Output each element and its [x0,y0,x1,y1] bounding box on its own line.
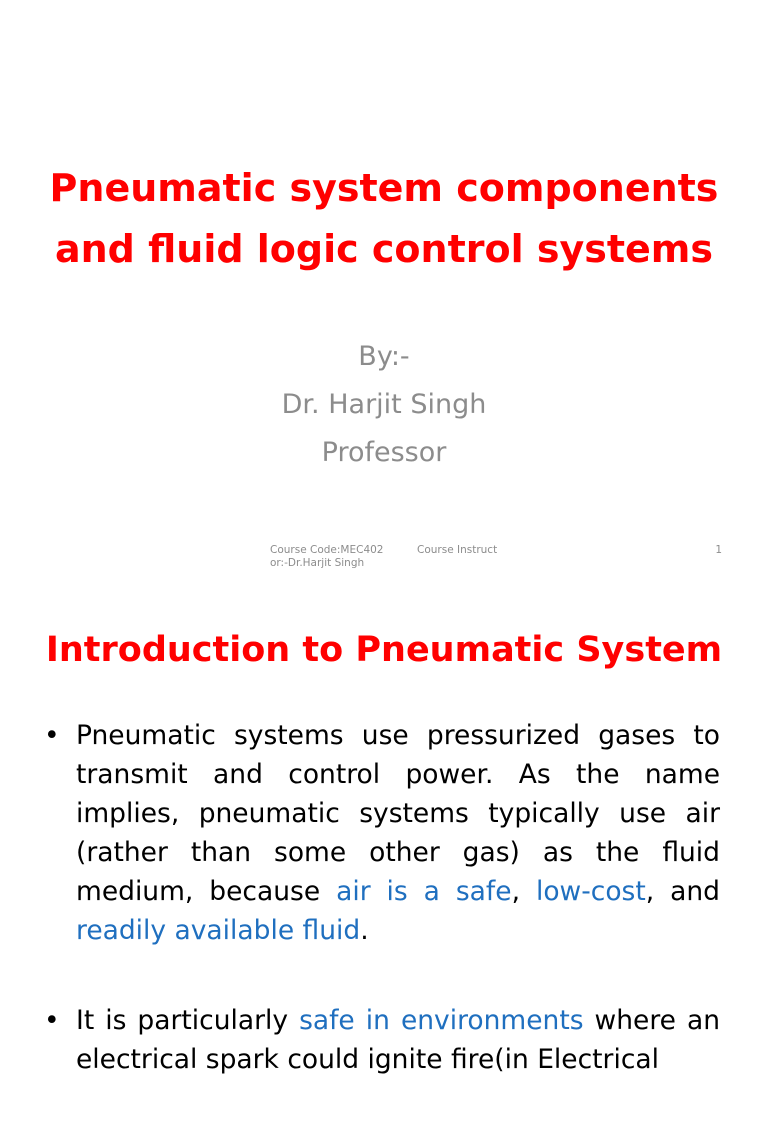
highlight-text: safe in environments [299,1005,584,1036]
text-run: , [511,876,536,907]
author-role: Professor [321,437,447,468]
footer-course-code-line1: Course Code:MEC402 [270,544,384,556]
text-run: It is particularly [76,1005,300,1036]
slide-title: Pneumatic system components and fluid logic control systems [49,166,719,271]
bullet-marker: • [44,720,60,751]
list-item [44,1001,720,1079]
text-run: Pneumatic systems use pressurized gases to transmit and control power. As the name implies, pneumatic systems typically use air (rather than some other gas) as the fluid medium, because [76,720,720,907]
highlight-text: low-cost [535,876,646,907]
highlight-text: readily available fluid [76,915,361,946]
slide-subtitle [40,333,728,477]
byline-label: By:- [358,341,410,372]
bullet-marker: • [44,1005,60,1036]
text-run: where an electrical spark could ignite fire(in Electrical [76,1005,720,1075]
author-name: Dr. Harjit Singh [281,389,487,420]
footer-page-number: 1 [715,544,722,556]
text-run: . [360,915,369,946]
highlight-text: air is a safe [336,876,512,907]
list-item [44,716,720,950]
slide-title: Introduction to Pneumatic System [45,630,723,670]
bullet-list [44,716,720,1130]
footer-course-code-line2: or:-Dr.Harjit Singh [270,557,365,569]
footer-instructor: Course Instruct [417,544,498,556]
footer-course-code [270,544,415,570]
intro-slide [0,576,768,1075]
text-run: , and [645,876,720,907]
